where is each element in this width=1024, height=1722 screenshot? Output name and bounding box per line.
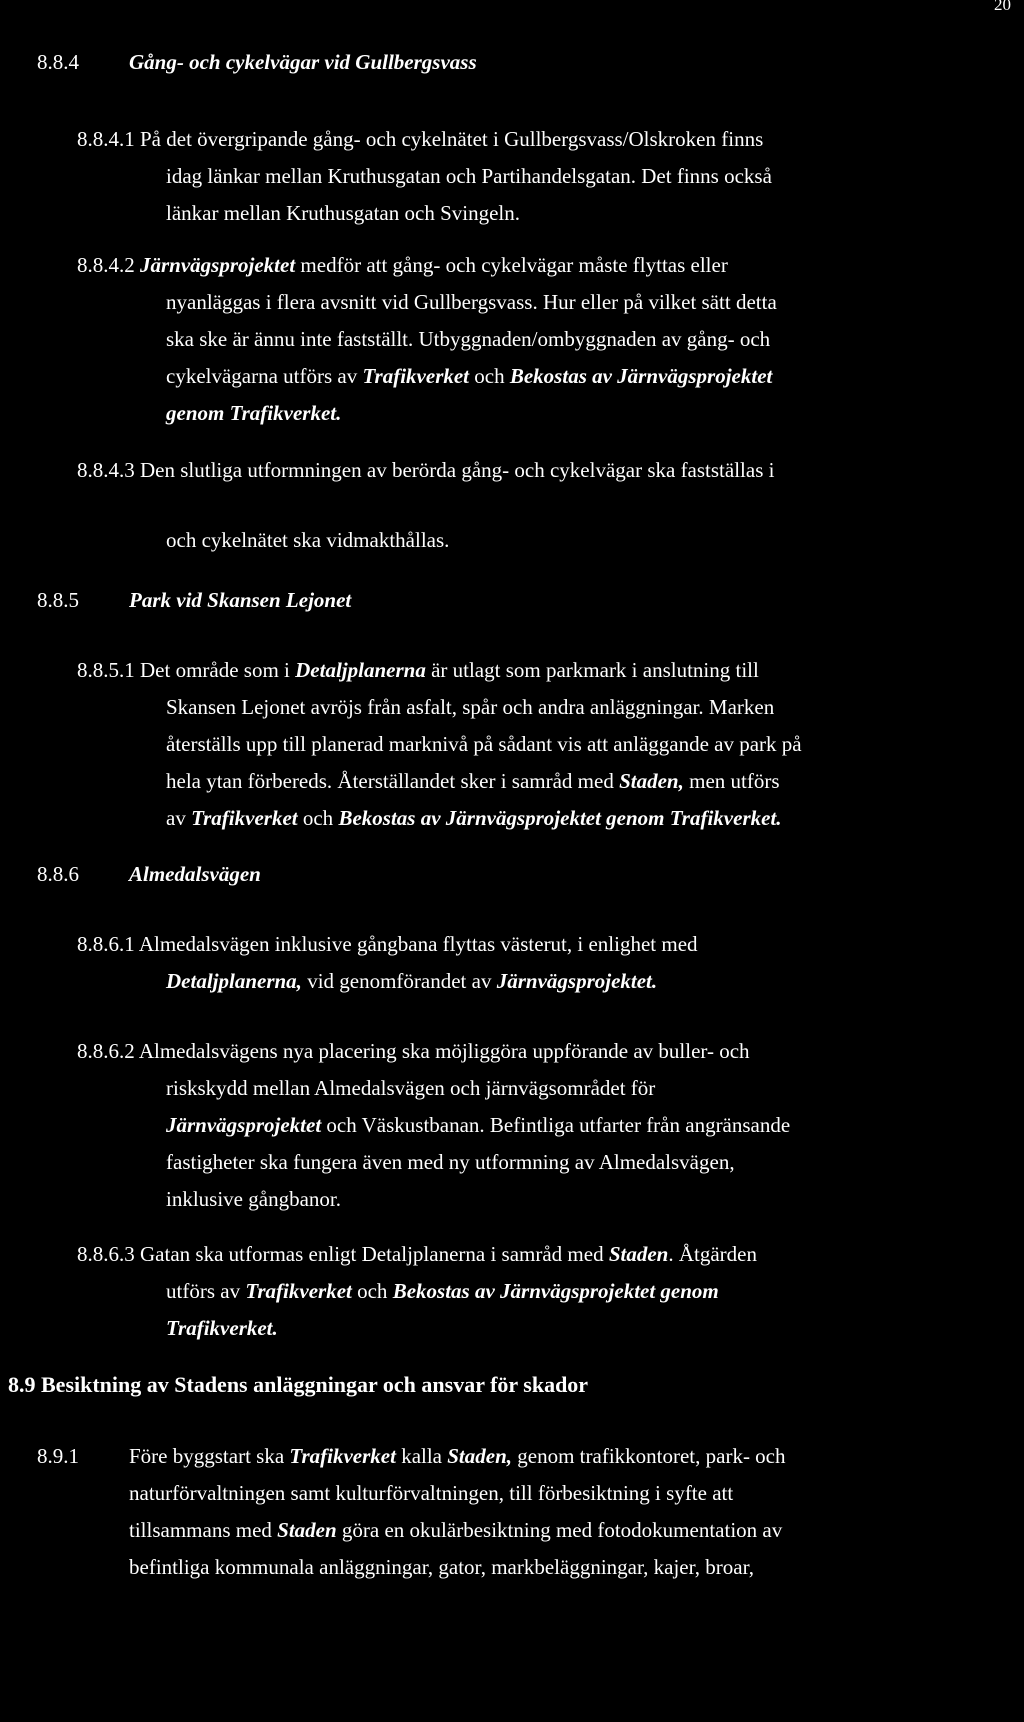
section-number: 8.9 [8,1372,36,1397]
paragraph-line [77,1273,1017,1310]
text: Almedalsvägen inklusive gångbana flyttas västerut, i enlighet med [138,932,698,956]
paragraph-line: nyanläggas i flera avsnitt vid Gullbergsvass. Hur eller på vilket sätt detta [166,290,777,314]
paragraph-number: 8.8.5.1 [77,658,135,682]
emphasis: Järnvägsprojektet [140,253,296,277]
paragraph-line [37,1512,1017,1549]
emphasis: Detaljplanerna [295,658,426,682]
paragraph-line: ska ske är ännu inte fastställt. Utbyggnaden/ombyggnaden av gång- och [166,327,771,351]
text: hela ytan förbereds. Återställandet sker i samråd med [166,769,620,793]
emphasis: Trafikverket [362,364,470,388]
paragraph-8843 [77,452,1017,489]
paragraph-8851 [77,652,1017,837]
paragraph-line [37,1438,1017,1475]
paragraph-line: fastigheter ska fungera även med ny utformning av Almedalsvägen, [166,1150,735,1174]
paragraph-line [77,1033,1017,1070]
section-heading-89 [8,1366,588,1403]
emphasis: Bekostas av Järnvägsprojektet genom Trafikverket. [338,806,782,830]
paragraph-line: idag länkar mellan Kruthusgatan och Partihandelsgatan. Det finns också [166,164,772,188]
paragraph-8843-continued [77,522,1017,559]
paragraph-8863 [77,1236,1017,1347]
text: Det område som i [140,658,296,682]
text: På det övergripande gång- och cykelnätet i Gullbergsvass/Olskroken finns [140,127,764,151]
emphasis: Bekostas av Järnvägsprojektet genom [392,1279,719,1303]
paragraph-number: 8.9.1 [37,1444,79,1468]
paragraph-8841 [77,121,1017,232]
text: tillsammans med [129,1518,278,1542]
text: men utförs [683,769,780,793]
emphasis: Trafikverket [245,1279,352,1303]
paragraph-line [77,358,1017,395]
paragraph-line [77,1107,1017,1144]
paragraph-number: 8.8.6.1 [77,932,135,956]
text: Gatan ska utformas enligt Detaljplanerna i samråd med [140,1242,609,1266]
emphasis: Järnvägsprojektet [166,1113,322,1137]
paragraph-line: Trafikverket. [166,1316,278,1340]
text: utförs av [166,1279,246,1303]
text: genom trafikkontoret, park- och [512,1444,786,1468]
paragraph-number: 8.8.6.2 [77,1039,135,1063]
paragraph-line [77,963,1017,1000]
text: göra en okulärbesiktning med fotodokumentation av [336,1518,783,1542]
text: Den slutliga utformningen av berörda gång- och cykelvägar ska fastställas i [140,458,775,482]
paragraph-line: återställs upp till planerad marknivå på sådant vis att anläggande av park på [166,732,802,756]
paragraph-line: riskskydd mellan Almedalsvägen och järnvägsområdet för [166,1076,656,1100]
section-title: Park vid Skansen Lejonet [129,588,352,612]
text: kalla [395,1444,448,1468]
section-title: Besiktning av Stadens anläggningar och ansvar för skador [41,1372,589,1397]
section-number: 8.8.6 [37,862,79,886]
paragraph-line: inklusive gångbanor. [166,1187,341,1211]
emphasis: Järnvägsprojektet. [496,969,658,993]
paragraph-line [77,121,1017,158]
emphasis: Detaljplanerna, [166,969,302,993]
paragraph-line: befintliga kommunala anläggningar, gator, markbeläggningar, kajer, broar, [129,1555,754,1579]
emphasis: Staden [277,1518,337,1542]
paragraph-number: 8.8.6.3 [77,1242,135,1266]
paragraph-line: naturförvaltningen samt kulturförvaltningen, till förbesiktning i syfte att [129,1481,734,1505]
section-heading-884 [37,44,477,81]
paragraph-line: Skansen Lejonet avröjs från asfalt, spår och andra anläggningar. Marken [166,695,775,719]
paragraph-line [77,800,1017,837]
paragraph-number: 8.8.4.2 [77,253,135,277]
section-heading-886 [37,856,261,893]
text: och [297,806,339,830]
paragraph-8861 [77,926,1017,1000]
section-heading-885 [37,582,351,619]
text: Almedalsvägens nya placering ska möjliggöra uppförande av buller- och [138,1039,750,1063]
paragraph-line [77,247,1017,284]
paragraph-8862 [77,1033,1017,1218]
text: av [166,806,192,830]
text: Före byggstart ska [129,1444,290,1468]
paragraph-line: genom Trafikverket. [166,401,342,425]
section-title: Gång- och cykelvägar vid Gullbergsvass [129,50,477,74]
text: . Åtgärden [668,1242,757,1266]
paragraph-line [77,452,1017,489]
section-number: 8.8.5 [37,588,79,612]
paragraph-line [77,763,1017,800]
text: och [351,1279,393,1303]
paragraph-number: 8.8.4.3 [77,458,135,482]
paragraph-891 [37,1438,1017,1586]
paragraph-line: länkar mellan Kruthusgatan och Svingeln. [166,201,520,225]
emphasis: Trafikverket [191,806,298,830]
paragraph-line [77,926,1017,963]
section-title: Almedalsvägen [129,862,261,886]
paragraph-8842 [77,247,1017,432]
emphasis: Staden, [619,769,684,793]
paragraph-line: och cykelnätet ska vidmakthållas. [166,528,450,552]
text: är utlagt som parkmark i anslutning till [425,658,759,682]
page-number: 20 [994,0,1011,14]
section-number: 8.8.4 [37,50,79,74]
text: cykelvägarna utförs av [166,364,363,388]
emphasis: Staden [608,1242,669,1266]
text: och Väskustbanan. Befintliga utfarter från angränsande [321,1113,791,1137]
emphasis: Trafikverket [289,1444,396,1468]
paragraph-line [77,1236,1017,1273]
text: och [469,364,510,388]
emphasis: Staden, [447,1444,513,1468]
emphasis: Bekostas av Järnvägsprojektet [509,364,773,388]
paragraph-number: 8.8.4.1 [77,127,135,151]
paragraph-line [77,652,1017,689]
text: medför att gång- och cykelvägar måste flyttas eller [295,253,728,277]
text: vid genomförandet av [301,969,497,993]
